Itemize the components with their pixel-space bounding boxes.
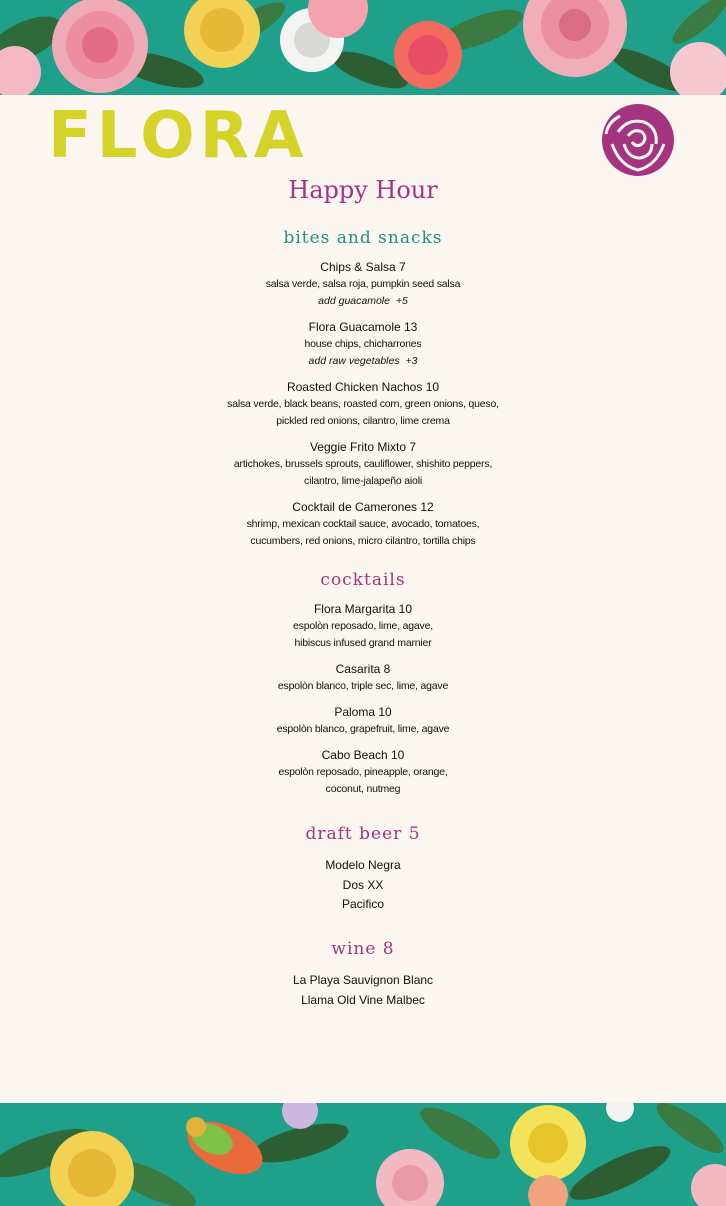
list-item: Dos XX <box>342 877 384 892</box>
flora-logo: FLORA <box>48 99 309 173</box>
item-description: pickled red onions, cilantro, lime crema <box>276 415 450 427</box>
menu-item-paloma <box>0 704 726 738</box>
addon-label: add raw vegetables <box>308 355 400 367</box>
item-description: salsa verde, black beans, roasted corn, green onions, queso, <box>227 398 499 410</box>
menu-item-veggie-frito-mixto <box>0 439 726 490</box>
addon-price: +3 <box>405 355 418 367</box>
item-name: Veggie Frito Mixto 7 <box>309 440 417 454</box>
item-name: Roasted Chicken Nachos 10 <box>286 380 440 394</box>
list-item: Modelo Negra <box>325 858 401 872</box>
item-name: Flora Guacamole 13 <box>308 320 418 334</box>
menu-item-chicken-nachos <box>0 379 726 430</box>
beer-list <box>0 856 726 915</box>
item-description: espolòn reposado, pineapple, orange, <box>278 766 448 778</box>
list-item: Llama Old Vine Malbec <box>301 992 425 1007</box>
section-title-cocktails: cocktails <box>320 570 406 590</box>
item-description: espolòn blanco, grapefruit, lime, agave <box>276 723 450 735</box>
item-description: house chips, chicharrones <box>304 338 422 350</box>
bottom-floral-banner <box>0 1103 726 1206</box>
section-title-wine: wine 8 <box>331 939 395 959</box>
menu-title: Happy Hour <box>288 176 438 204</box>
item-name: Cabo Beach 10 <box>321 748 405 762</box>
item-name: Flora Margarita 10 <box>313 602 413 616</box>
item-description: cilantro, lime-jalapeño aioli <box>304 475 422 487</box>
item-description: hibiscus infused grand marnier <box>294 637 432 649</box>
item-description: cucumbers, red onions, micro cilantro, tortilla chips <box>250 535 476 547</box>
item-description: coconut, nutmeg <box>325 783 401 795</box>
menu-item-flora-margarita <box>0 601 726 652</box>
addon-label: add guacamole <box>318 295 390 307</box>
item-name: Paloma 10 <box>334 705 392 719</box>
item-addon <box>0 293 726 310</box>
item-addon <box>0 353 726 370</box>
item-description: artichokes, brussels sprouts, cauliflower, shishito peppers, <box>233 458 493 470</box>
top-floral-banner <box>0 0 726 95</box>
item-description: espolòn reposado, lime, agave, <box>293 620 433 632</box>
item-description: espolòn blanco, triple sec, lime, agave <box>277 680 449 692</box>
menu-item-chips-salsa <box>0 259 726 310</box>
item-description: shrimp, mexican cocktail sauce, avocado, tomatoes, <box>246 518 480 530</box>
item-name: Casarita 8 <box>335 662 391 676</box>
menu-item-casarita <box>0 661 726 695</box>
addon-price: +5 <box>395 295 408 307</box>
wine-list <box>0 971 726 1010</box>
item-name: Cocktail de Camerones 12 <box>292 500 434 514</box>
list-item: Pacifico <box>341 897 385 911</box>
menu-item-flora-guacamole <box>0 319 726 370</box>
rose-icon <box>598 104 678 178</box>
item-name: Chips & Salsa 7 <box>320 260 406 274</box>
menu-item-cabo-beach <box>0 747 726 798</box>
list-item: La Playa Sauvignon Blanc <box>292 973 434 987</box>
menu-item-cocktail-de-camerones <box>0 499 726 550</box>
section-title-bites: bites and snacks <box>283 228 443 248</box>
section-title-draft-beer: draft beer 5 <box>305 824 421 844</box>
item-description: salsa verde, salsa roja, pumpkin seed salsa <box>265 278 461 290</box>
